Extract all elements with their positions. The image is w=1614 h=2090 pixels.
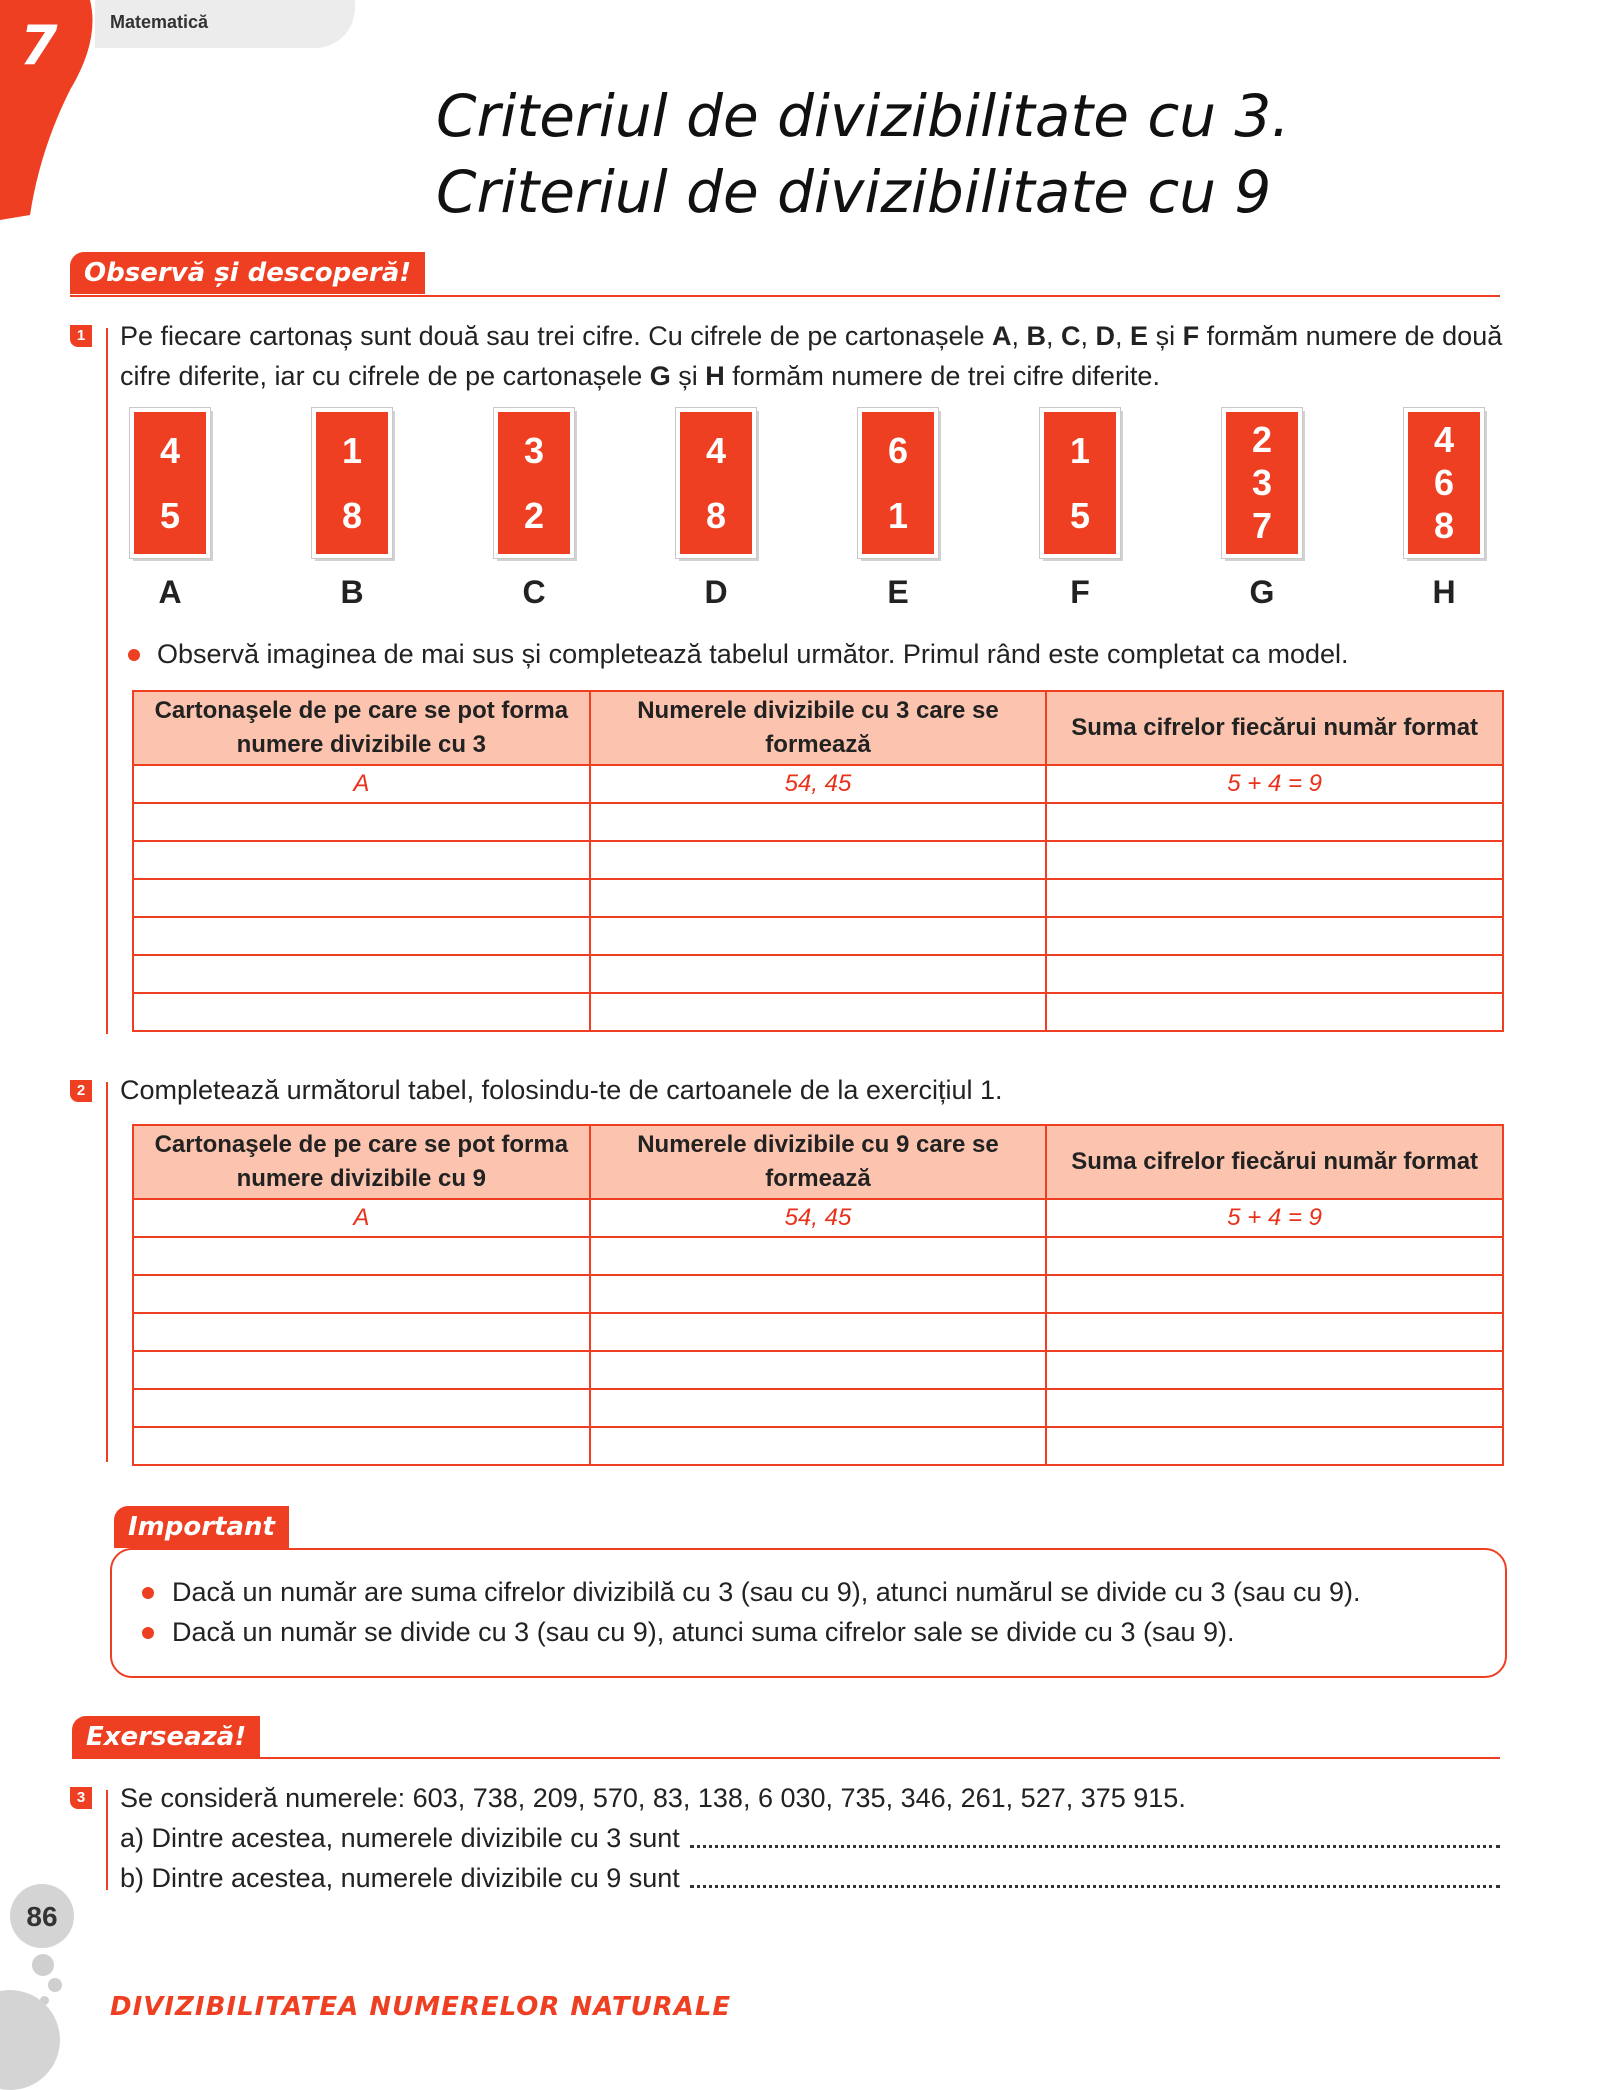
card-label-g: G — [1249, 574, 1275, 610]
card-label-b: B — [340, 574, 364, 610]
section-banner-practice: Exersează! — [72, 1716, 260, 1758]
table-cell[interactable] — [1046, 1389, 1503, 1427]
table-cell[interactable] — [1046, 1351, 1503, 1389]
table-header: Cartonaşele de pe care se pot forma numere divizibile cu 3 — [133, 691, 590, 765]
table-cell[interactable] — [590, 993, 1047, 1031]
card-label-h: H — [1432, 574, 1456, 610]
table-cell: A — [133, 1199, 590, 1237]
table-row[interactable] — [133, 1275, 1503, 1313]
card-a: 4 5 — [130, 408, 210, 558]
table-cell: 54, 45 — [590, 1199, 1047, 1237]
page-title — [436, 78, 1290, 230]
table-cell[interactable] — [1046, 993, 1503, 1031]
table-cell: 5 + 4 = 9 — [1046, 765, 1503, 803]
table-cell: A — [133, 765, 590, 803]
exercise-2-text: Completează următorul tabel, folosindu-te de cartoanele de la exercițiul 1. — [120, 1075, 1003, 1105]
card-f: 1 5 — [1040, 408, 1120, 558]
section-banner-observe: Observă și descoperă! — [70, 252, 425, 294]
card-g: 2 3 7 — [1222, 408, 1302, 558]
exercise-3-intro: Se consideră numerele: 603, 738, 209, 570, 83, 138, 6 030, 735, 346, 261, 527, 375 915. — [120, 1783, 1186, 1813]
table-row[interactable] — [133, 1313, 1503, 1351]
card-d: 4 8 — [676, 408, 756, 558]
table-cell[interactable] — [590, 1389, 1047, 1427]
card-label-a: A — [158, 574, 182, 610]
important-item-2: Dacă un număr se divide cu 3 (sau cu 9), atunci suma cifrelor sale se divide cu 3 (sau 9). — [172, 1617, 1235, 1647]
table-cell[interactable] — [590, 1427, 1047, 1465]
table-row[interactable] — [133, 803, 1503, 841]
table-row[interactable] — [133, 1237, 1503, 1275]
table-cell[interactable] — [133, 879, 590, 917]
decor-corner-shape — [0, 1990, 60, 2090]
card-label-c: C — [522, 574, 546, 610]
table-cell[interactable] — [133, 1351, 590, 1389]
table-cell: 5 + 4 = 9 — [1046, 1199, 1503, 1237]
card-b: 1 8 — [312, 408, 392, 558]
table-row[interactable] — [133, 841, 1503, 879]
section-rule — [70, 295, 1500, 297]
table-cell[interactable] — [133, 1237, 590, 1275]
table-cell[interactable] — [590, 1351, 1047, 1389]
bullet-icon — [128, 649, 140, 661]
table-cell[interactable] — [1046, 1313, 1503, 1351]
card-label-f: F — [1070, 574, 1090, 610]
table-cell[interactable] — [1046, 1275, 1503, 1313]
table-cell[interactable] — [1046, 879, 1503, 917]
table-cell[interactable] — [1046, 803, 1503, 841]
decor-dot — [48, 1978, 62, 1992]
table-row[interactable] — [133, 955, 1503, 993]
table-cell[interactable] — [590, 1313, 1047, 1351]
chapter-number: 7 — [20, 14, 58, 77]
card-label-e: E — [887, 574, 909, 610]
card-h: 4 6 8 — [1404, 408, 1484, 558]
footer-chapter-title: DIVIZIBILITATEA NUMERELOR NATURALE — [110, 1992, 732, 2022]
table-cell[interactable] — [133, 841, 590, 879]
table-cell[interactable] — [1046, 1237, 1503, 1275]
important-banner: Important — [114, 1506, 289, 1548]
table-divisible-by-3 — [132, 690, 1504, 1032]
table-cell[interactable] — [590, 1237, 1047, 1275]
table-cell[interactable] — [1046, 917, 1503, 955]
card-label-d: D — [704, 574, 728, 610]
table-row[interactable] — [133, 993, 1503, 1031]
table-cell[interactable] — [133, 1427, 590, 1465]
table-cell[interactable] — [133, 1313, 590, 1351]
table-cell[interactable] — [590, 1275, 1047, 1313]
table-row[interactable] — [133, 1351, 1503, 1389]
important-item-1: Dacă un număr are suma cifrelor divizibilă cu 3 (sau cu 9), atunci numărul se divide cu 3 (sau cu 9). — [172, 1577, 1361, 1607]
table-cell[interactable] — [590, 803, 1047, 841]
table-divisible-by-9 — [132, 1124, 1504, 1466]
table-cell[interactable] — [1046, 955, 1503, 993]
table-cell[interactable] — [590, 879, 1047, 917]
exercise-3-part-a: a) Dintre acestea, numerele divizibile cu 3 sunt — [120, 1818, 1500, 1858]
table-cell: 54, 45 — [590, 765, 1047, 803]
title-line-2: Criteriul de divizibilitate cu 9 — [436, 158, 1272, 226]
table-cell[interactable] — [590, 955, 1047, 993]
table-row[interactable] — [133, 917, 1503, 955]
table-header: Suma cifrelor fiecărui număr format — [1046, 691, 1503, 765]
table-cell[interactable] — [133, 803, 590, 841]
exercise-number-3: 3 — [70, 1787, 92, 1809]
table-row — [133, 1199, 1503, 1237]
decor-dot — [32, 1954, 54, 1976]
table-header: Numerele divizibile cu 3 care se formează — [590, 691, 1047, 765]
exercise-number-2: 2 — [70, 1080, 92, 1102]
exercise-margin-line — [106, 1082, 108, 1462]
table-cell[interactable] — [133, 955, 590, 993]
page-number: 86 — [26, 1901, 58, 1932]
table-row — [133, 765, 1503, 803]
exercise-margin-line — [106, 328, 108, 1034]
table-header: Suma cifrelor fiecărui număr format — [1046, 1125, 1503, 1199]
table-cell[interactable] — [590, 917, 1047, 955]
table-row[interactable] — [133, 1427, 1503, 1465]
section-rule — [72, 1757, 1500, 1759]
exercise-1-text: Pe fiecare cartonaș sunt două sau trei cifre. Cu cifrele de pe cartonașele A, B, C, D, E și F formăm numere de două cifre diferite, iar cu cifrele de pe cartonașele G și H formăm numere de trei cifre diferite. — [120, 321, 1503, 391]
table-cell[interactable] — [133, 1389, 590, 1427]
table-header: Cartonaşele de pe care se pot forma numere divizibile cu 9 — [133, 1125, 590, 1199]
answer-line-a[interactable] — [690, 1818, 1500, 1848]
table-cell[interactable] — [133, 1275, 590, 1313]
bullet-icon — [142, 1627, 154, 1639]
table-cell[interactable] — [133, 917, 590, 955]
table-row[interactable] — [133, 1389, 1503, 1427]
table-cell[interactable] — [590, 841, 1047, 879]
table-cell[interactable] — [133, 993, 590, 1031]
table-header: Numerele divizibile cu 9 care se formează — [590, 1125, 1047, 1199]
exercise-margin-line — [106, 1790, 108, 1890]
card-c: 3 2 — [494, 408, 574, 558]
title-line-1: Criteriul de divizibilitate cu 3. — [436, 82, 1290, 150]
exercise-number-1: 1 — [70, 325, 92, 347]
table-row[interactable] — [133, 879, 1503, 917]
card-e: 6 1 — [858, 408, 938, 558]
table-cell[interactable] — [1046, 841, 1503, 879]
answer-line-b[interactable] — [690, 1858, 1500, 1888]
exercise-1-instruction: Observă imaginea de mai sus și completează tabelul următor. Primul rând este completat ca model. — [157, 639, 1349, 669]
exercise-3-part-b: b) Dintre acestea, numerele divizibile cu 9 sunt — [120, 1858, 1500, 1898]
bullet-icon — [142, 1587, 154, 1599]
table-cell[interactable] — [1046, 1427, 1503, 1465]
subject-label: Matematică — [110, 12, 209, 32]
